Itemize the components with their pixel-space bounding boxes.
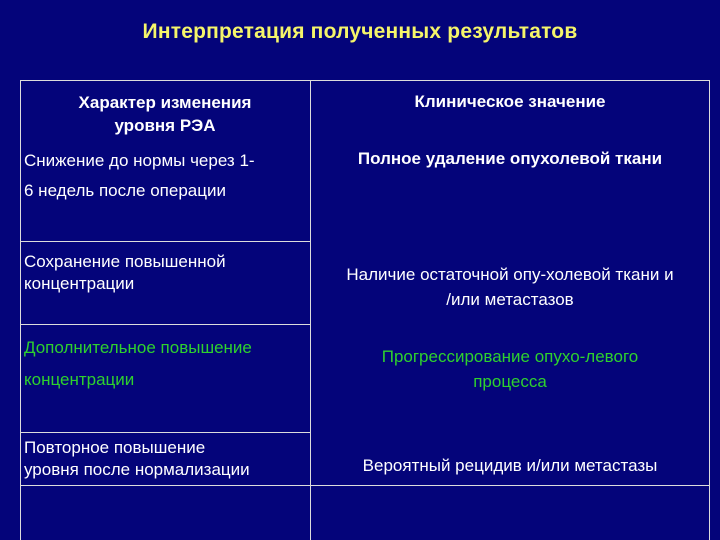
cell-line: Полное удаление опухолевой ткани bbox=[357, 149, 663, 168]
table-row-1-meaning bbox=[312, 148, 708, 170]
header-line: Характер изменения bbox=[78, 93, 252, 112]
table-border-left bbox=[20, 80, 21, 540]
row-divider bbox=[20, 324, 310, 325]
table-row-1-change bbox=[24, 146, 308, 206]
cell-line: Снижение до нормы через 1- bbox=[24, 151, 255, 170]
table-column-divider bbox=[310, 80, 311, 540]
cell-line: Повторное повышение bbox=[24, 438, 206, 457]
row-divider bbox=[20, 485, 710, 486]
table-row-2-meaning bbox=[312, 262, 708, 312]
cell-line: Наличие остаточной опу-холевой ткани и bbox=[346, 265, 674, 284]
cell-line: уровня после нормализации bbox=[24, 460, 250, 479]
header-line: уровня РЭА bbox=[114, 116, 216, 135]
row-divider bbox=[20, 432, 310, 433]
cell-line: /или метастазов bbox=[446, 290, 574, 309]
cell-line: Дополнительное повышение bbox=[24, 338, 252, 357]
cell-line: Сохранение повышенной bbox=[24, 252, 226, 271]
cell-line: процесса bbox=[473, 372, 547, 391]
table-row-2-change bbox=[24, 251, 308, 295]
cell-line: концентрации bbox=[24, 370, 135, 389]
cell-line: Прогрессирование опухо-левого bbox=[381, 347, 639, 366]
slide-title: Интерпретация полученных результатов bbox=[142, 20, 578, 43]
cell-line: концентрации bbox=[24, 274, 135, 293]
table-border-right bbox=[709, 80, 710, 540]
header-change-level bbox=[22, 91, 308, 137]
header-clinical-meaning: Клиническое значение bbox=[414, 92, 606, 111]
table-row-4-change bbox=[24, 437, 308, 481]
table-row-3-meaning bbox=[312, 344, 708, 394]
cell-line: 6 недель после операции bbox=[24, 181, 226, 200]
table-row-3-change bbox=[24, 332, 308, 396]
table-row-4-meaning bbox=[312, 455, 708, 477]
cell-line: Вероятный рецидив и/или метастазы bbox=[362, 456, 658, 475]
table-border-top bbox=[20, 80, 710, 81]
row-divider bbox=[20, 241, 310, 242]
